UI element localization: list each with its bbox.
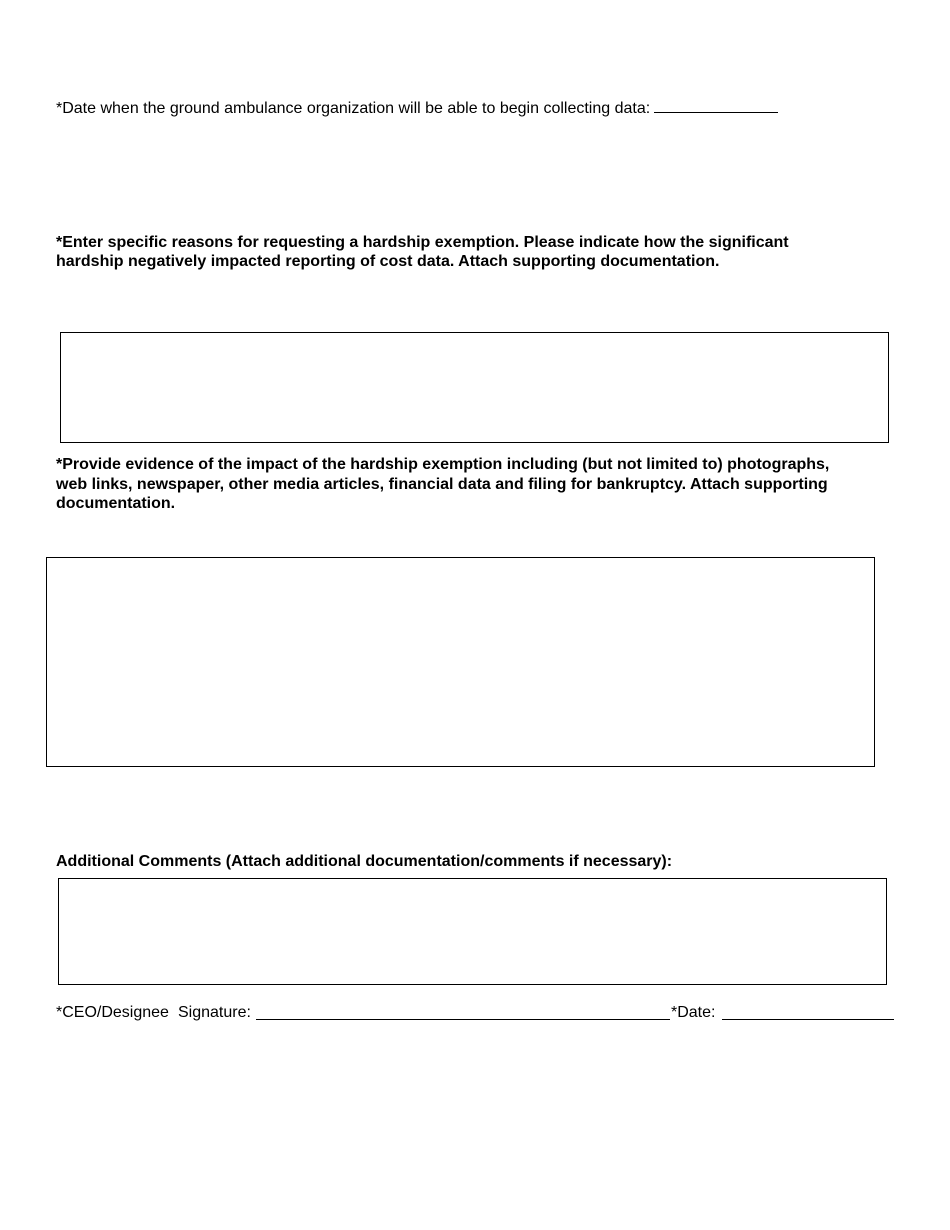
evidence-heading-line-1: *Provide evidence of the impact of the hardship exemption including (but not limited to) photographs, — [56, 456, 830, 473]
signature-date-label: *Date: — [671, 1004, 716, 1021]
ceo-designee-label: *CEO/Designee — [56, 1004, 169, 1021]
evidence-textarea[interactable] — [46, 557, 875, 767]
collection-date-field[interactable] — [654, 98, 778, 113]
reasons-heading-line-2: hardship negatively impacted reporting of cost data. Attach supporting documentation. — [56, 253, 720, 270]
signature-line[interactable] — [256, 1019, 670, 1020]
reasons-textarea[interactable] — [60, 332, 889, 443]
signature-date-line[interactable] — [722, 1019, 894, 1020]
comments-textarea[interactable] — [58, 878, 887, 985]
signature-label: Signature: — [178, 1004, 251, 1021]
collection-date-label: *Date when the ground ambulance organization will be able to begin collecting data: — [56, 100, 651, 117]
reasons-heading-line-1: *Enter specific reasons for requesting a hardship exemption. Please indicate how the significant — [56, 234, 789, 251]
evidence-heading-line-3: documentation. — [56, 495, 176, 512]
collection-date-row — [56, 98, 778, 119]
comments-heading: Additional Comments (Attach additional documentation/comments if necessary): — [56, 853, 673, 870]
evidence-heading-line-2: web links, newspaper, other media articles, financial data and filing for bankruptcy. Attach supporting — [56, 476, 828, 493]
